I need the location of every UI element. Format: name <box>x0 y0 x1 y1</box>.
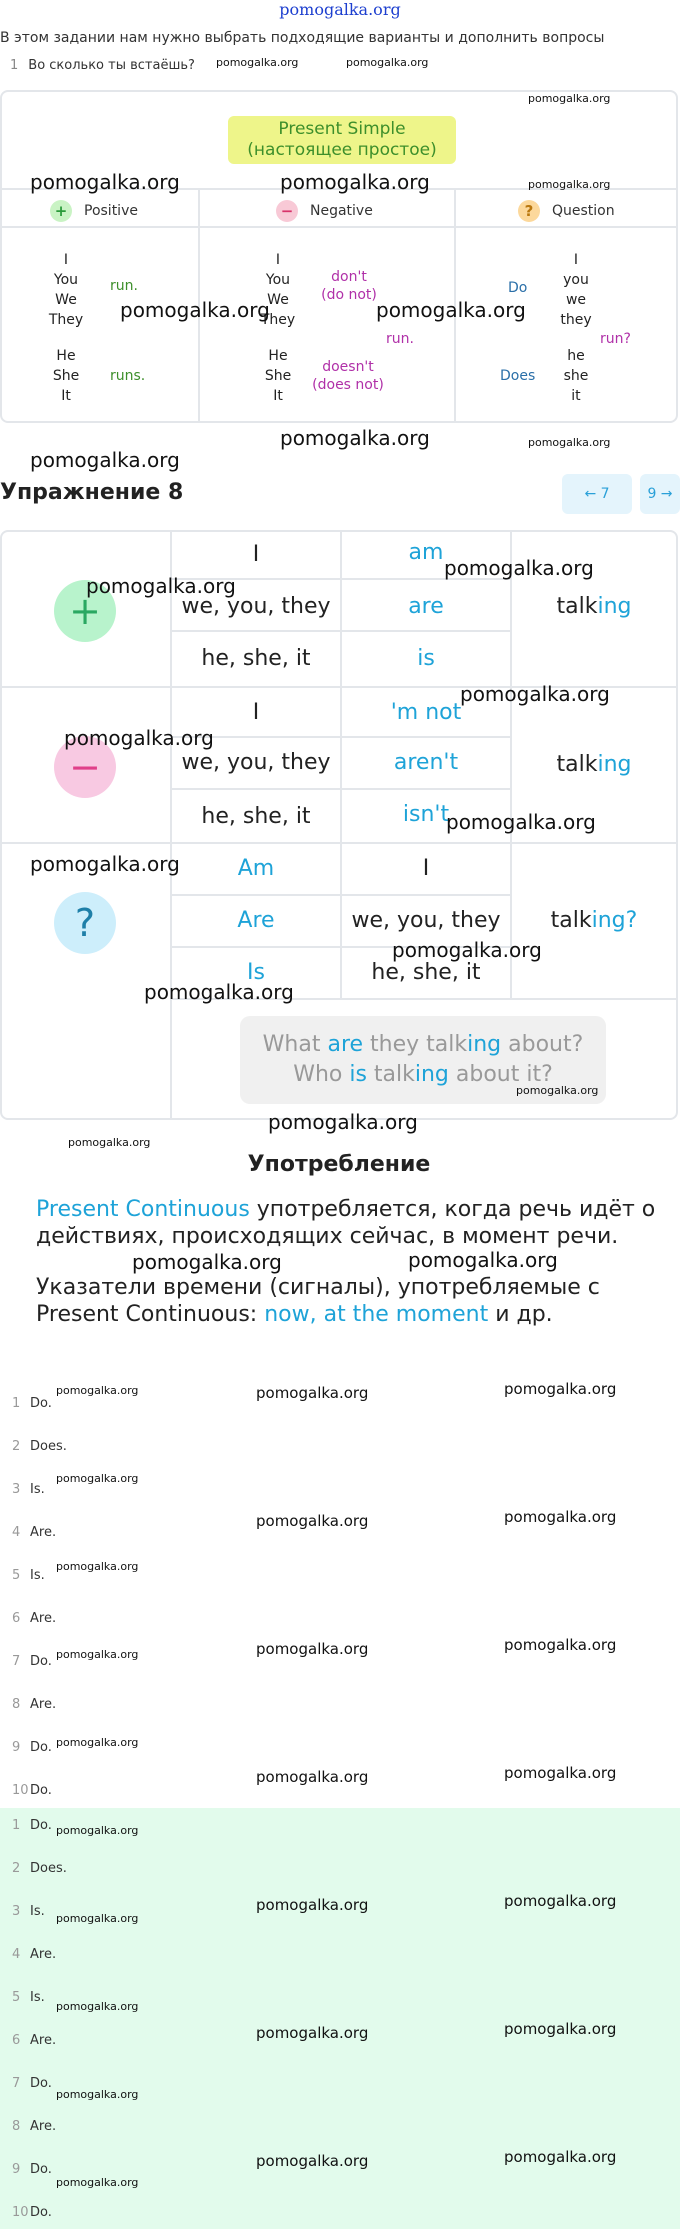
watermark: pomogalka.org <box>132 1250 282 1274</box>
watermark: pomogalka.org <box>346 56 429 69</box>
watermark: pomogalka.org <box>68 1136 151 1149</box>
watermark: pomogalka.org <box>56 1472 139 1485</box>
prev-exercise-button[interactable]: ← 7 <box>562 474 632 514</box>
question-1 <box>10 58 195 73</box>
aux-cell: is <box>417 645 435 671</box>
aux-cell: Is <box>247 959 265 985</box>
pronoun-cell: we, you, they <box>181 593 331 619</box>
answer-item: 2 Does. <box>12 1439 67 1454</box>
site-header <box>0 0 680 24</box>
col-negative-header <box>276 200 373 222</box>
answer-item: 3 Is. <box>12 1482 45 1497</box>
watermark: pomogalka.org <box>56 1736 139 1749</box>
usage-paragraph-2: Указатели времени (сигналы), употребляемые с Present Continuous: now, at the moment и др. <box>36 1275 600 1327</box>
verb: run. <box>110 278 138 294</box>
watermark: pomogalka.org <box>256 1512 369 1530</box>
watermark: pomogalka.org <box>504 1892 617 1910</box>
aux-cell: aren't <box>393 749 459 775</box>
answer-item: 2 Does. <box>12 1861 67 1876</box>
watermark: pomogalka.org <box>460 682 610 706</box>
verb: run. <box>386 331 414 347</box>
aux-cell: 'm not <box>390 699 462 725</box>
answer-item: 7 Do. <box>12 1654 52 1669</box>
question-icon: ? <box>518 200 540 222</box>
verb: runs. <box>110 368 146 384</box>
watermark: pomogalka.org <box>268 1110 418 1134</box>
watermark: pomogalka.org <box>144 980 294 1004</box>
answer-item: 8 Are. <box>12 1697 57 1712</box>
answer-item: 8 Are. <box>12 2119 57 2134</box>
pronoun-cell: I <box>252 699 260 725</box>
pronoun-list: He She It <box>52 348 80 404</box>
answer-item: 4 Are. <box>12 1525 57 1540</box>
pronoun-list: I You We They <box>48 252 84 328</box>
title-line-1: Present Simple <box>278 119 406 139</box>
watermark: pomogalka.org <box>64 726 214 750</box>
watermark: pomogalka.org <box>256 1640 369 1658</box>
watermark: pomogalka.org <box>504 1380 617 1398</box>
watermark: pomogalka.org <box>256 2024 369 2042</box>
title-line-2: (настоящее простое) <box>247 140 437 160</box>
verb-cell: talk ing? <box>550 907 638 933</box>
question-number: 1 <box>10 58 19 73</box>
answer-item: 5 Is. <box>12 1990 45 2005</box>
col-positive-header <box>50 200 138 222</box>
aux-cell: are <box>408 593 444 619</box>
divider <box>2 226 676 228</box>
pronoun-cell: he, she, it <box>201 645 311 671</box>
plus-icon: + <box>50 200 72 222</box>
watermark: pomogalka.org <box>528 92 611 105</box>
usage-title: Употребление <box>247 1152 431 1177</box>
minus-icon: − <box>276 200 298 222</box>
pronoun-cell: I <box>252 541 260 567</box>
pronoun-cell: he, she, it <box>371 959 481 985</box>
col-label: Question <box>552 203 615 219</box>
answer-item: 1 Do. <box>12 1818 52 1833</box>
answer-item: 5 Is. <box>12 1568 45 1583</box>
pronoun-cell: he, she, it <box>201 803 311 829</box>
present-simple-title <box>228 116 456 164</box>
watermark: pomogalka.org <box>504 1508 617 1526</box>
pronoun-cell: I <box>422 855 430 881</box>
example-sentence-1: What are they talking about? <box>262 1032 584 1057</box>
example-sentence-2: Who is talking about it? <box>293 1062 553 1087</box>
watermark: pomogalka.org <box>256 1896 369 1914</box>
answer-item: 9 Do. <box>12 1740 52 1755</box>
pronoun-list: I You We They <box>260 252 296 328</box>
watermark: pomogalka.org <box>528 178 611 191</box>
watermark: pomogalka.org <box>256 2152 369 2170</box>
aux-cell: am <box>408 539 444 565</box>
minus-icon: − <box>54 736 116 798</box>
watermark: pomogalka.org <box>56 2176 139 2189</box>
answer-item: 6 Are. <box>12 1611 57 1626</box>
site-logo[interactable]: pomogalka.org <box>279 0 401 19</box>
watermark: pomogalka.org <box>256 1384 369 1402</box>
answer-item: 1 Do. <box>12 1396 52 1411</box>
watermark: pomogalka.org <box>56 1384 139 1397</box>
plus-icon: + <box>54 580 116 642</box>
watermark: pomogalka.org <box>30 170 180 194</box>
watermark: pomogalka.org <box>30 448 180 472</box>
pronoun-list: He She It <box>264 348 292 404</box>
aux-question: Does <box>500 368 536 384</box>
watermark: pomogalka.org <box>376 298 526 322</box>
col-question-header <box>518 200 615 222</box>
watermark: pomogalka.org <box>528 436 611 449</box>
instruction-text: В этом задании нам нужно выбрать подходящие варианты и дополнить вопросы <box>0 30 605 46</box>
watermark: pomogalka.org <box>216 56 299 69</box>
answer-item: 9 Do. <box>12 2162 52 2177</box>
aux-cell: Are <box>237 907 275 933</box>
watermark: pomogalka.org <box>504 1764 617 1782</box>
question-icon: ? <box>54 892 116 954</box>
watermark: pomogalka.org <box>280 426 430 450</box>
watermark: pomogalka.org <box>56 2088 139 2101</box>
answer-item: 7 Do. <box>12 2076 52 2091</box>
watermark: pomogalka.org <box>516 1084 599 1097</box>
watermark: pomogalka.org <box>446 810 596 834</box>
watermark: pomogalka.org <box>30 852 180 876</box>
watermark: pomogalka.org <box>444 556 594 580</box>
answer-item: 10Do. <box>12 2205 52 2220</box>
pronoun-cell: we, you, they <box>351 907 501 933</box>
pronoun-list: he she it <box>563 348 589 404</box>
watermark: pomogalka.org <box>256 1768 369 1786</box>
usage-paragraph-1: Present Continuous употребляется, когда речь идёт о действиях, происходящих сейчас, в момент речи. <box>36 1197 656 1249</box>
watermark: pomogalka.org <box>56 1648 139 1661</box>
watermark: pomogalka.org <box>56 1560 139 1573</box>
pronoun-list: I you we they <box>560 252 592 328</box>
watermark: pomogalka.org <box>392 938 542 962</box>
aux-cell: Am <box>237 855 275 881</box>
answer-item: 6 Are. <box>12 2033 57 2048</box>
answer-item: 4 Are. <box>12 1947 57 1962</box>
verb-cell: talk ing <box>556 593 632 619</box>
exercise-title: Упражнение 8 <box>0 480 184 505</box>
pronoun-cell: we, you, they <box>181 749 331 775</box>
watermark: pomogalka.org <box>56 1824 139 1837</box>
watermark: pomogalka.org <box>56 1912 139 1925</box>
aux-question: Do <box>508 280 528 296</box>
watermark: pomogalka.org <box>504 1636 617 1654</box>
col-label: Negative <box>310 203 373 219</box>
verb: run? <box>600 331 631 347</box>
next-exercise-button[interactable]: 9 → <box>640 474 680 514</box>
watermark: pomogalka.org <box>120 298 270 322</box>
watermark: pomogalka.org <box>408 1248 558 1272</box>
watermark: pomogalka.org <box>56 2000 139 2013</box>
answer-item: 10Do. <box>12 1783 52 1798</box>
col-label: Positive <box>84 203 138 219</box>
aux-negative: doesn't (does not) <box>312 359 384 393</box>
aux-negative: don't (do not) <box>321 269 377 303</box>
watermark: pomogalka.org <box>504 2148 617 2166</box>
watermark: pomogalka.org <box>86 574 236 598</box>
present-simple-card <box>0 90 678 423</box>
answer-item: 3 Is. <box>12 1904 45 1919</box>
aux-cell: isn't <box>402 801 450 827</box>
verb-cell: talk ing <box>556 751 632 777</box>
watermark: pomogalka.org <box>504 2020 617 2038</box>
watermark: pomogalka.org <box>280 170 430 194</box>
question-text: Во сколько ты встаёшь? <box>28 58 195 73</box>
